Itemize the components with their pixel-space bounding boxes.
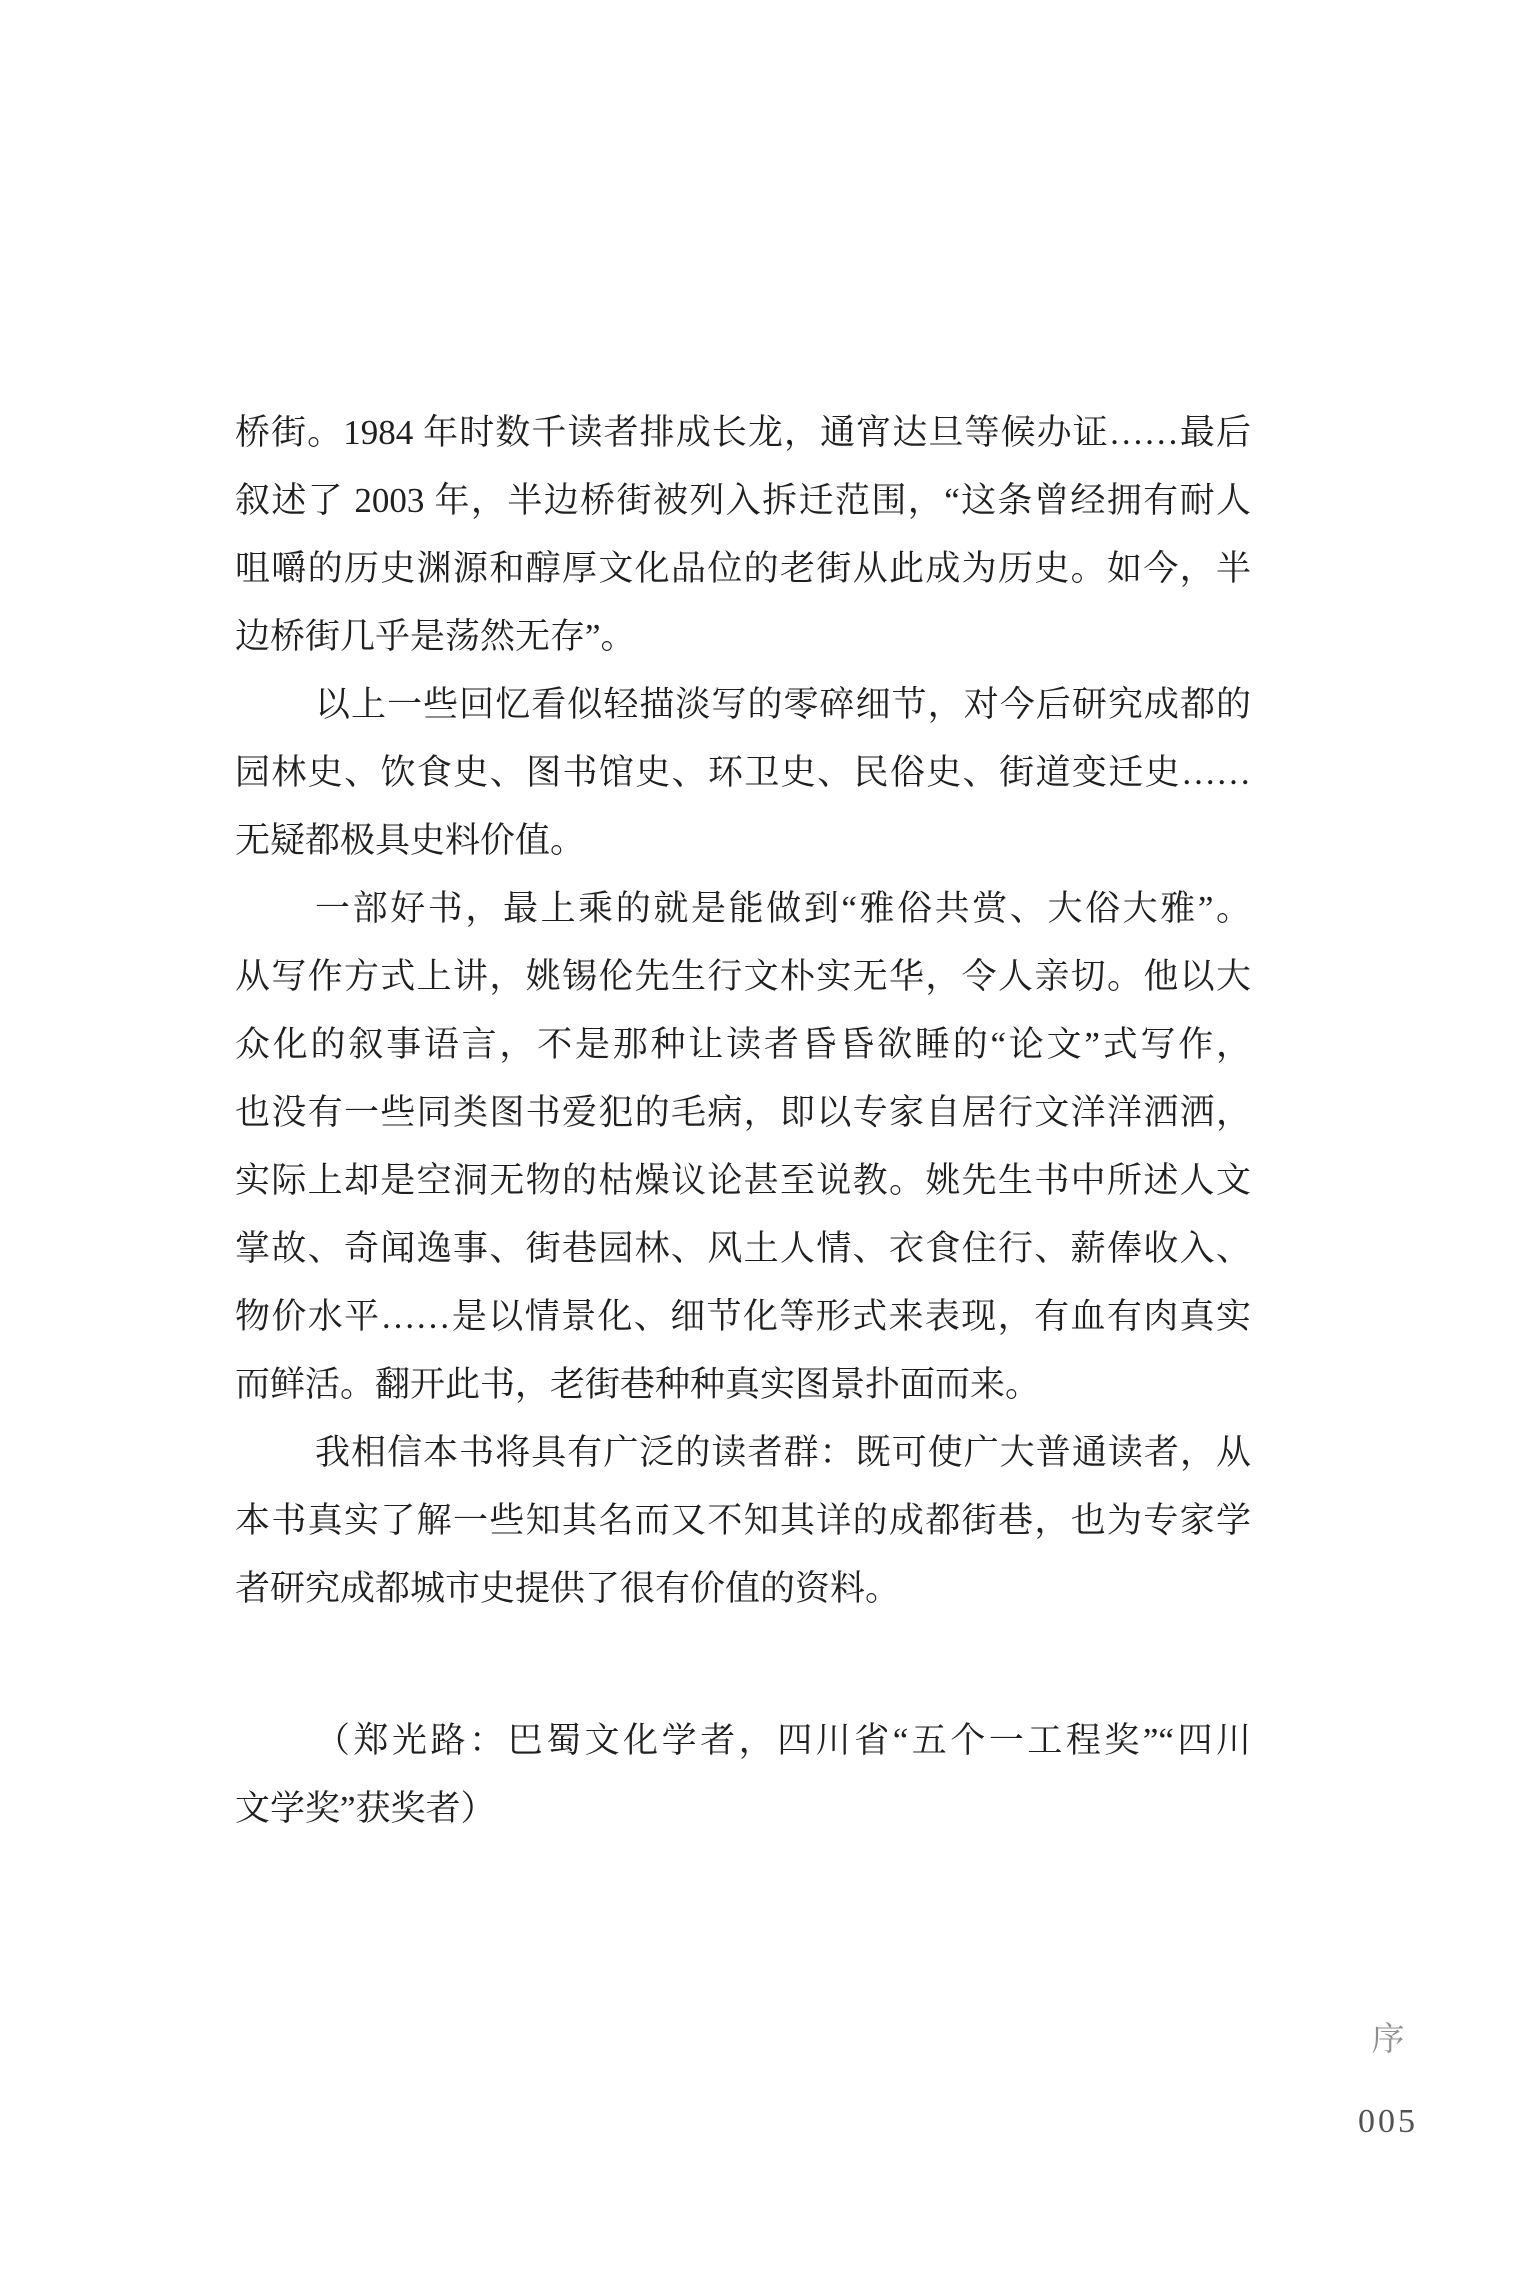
text-line: 边桥街几乎是荡然无存”。: [235, 617, 636, 656]
footer-page-number: 005: [1358, 2103, 1418, 2140]
text-line: 园林史、饮食史、图书馆史、环卫史、民俗史、街道变迁史……: [235, 753, 1251, 792]
preface-text-block: [235, 399, 1251, 1843]
text-line: 者研究成都城市史提供了很有价值的资料。: [235, 1569, 901, 1608]
text-line: 掌故、奇闻逸事、街巷园林、风土人情、衣食住行、薪俸收入、: [235, 1229, 1251, 1268]
text-line: 物价水平……是以情景化、细节化等形式来表现，有血有肉真实: [235, 1297, 1251, 1336]
text-line: （郑光路：巴蜀文化学者，四川省“五个一工程奖”“四川: [315, 1721, 1251, 1760]
text-line: 而鲜活。翻开此书，老街巷种种真实图景扑面而来。: [235, 1365, 1041, 1404]
text-line: 也没有一些同类图书爱犯的毛病，即以专家自居行文洋洋洒洒，: [235, 1093, 1251, 1132]
text-line: 实际上却是空洞无物的枯燥议论甚至说教。姚先生书中所述人文: [235, 1161, 1251, 1200]
text-line: 一部好书，最上乘的就是能做到“雅俗共赏、大俗大雅”。: [315, 889, 1251, 928]
text-line: 本书真实了解一些知其名而又不知其详的成都街巷，也为专家学: [235, 1501, 1251, 1540]
text-line: 无疑都极具史料价值。: [235, 821, 586, 860]
footer-section-label: 序: [1371, 2022, 1405, 2058]
text-line: 桥街。1984 年时数千读者排成长龙，通宵达旦等候办证……最后: [235, 413, 1251, 452]
text-line: 众化的叙事语言，不是那种让读者昏昏欲睡的“论文”式写作，: [235, 1025, 1251, 1064]
text-line: 以上一些回忆看似轻描淡写的零碎细节，对今后研究成都的: [315, 685, 1251, 724]
text-line: 我相信本书将具有广泛的读者群：既可使广大普通读者，从: [315, 1433, 1251, 1472]
text-line: 文学奖”获奖者）: [235, 1789, 496, 1828]
text-line: 叙述了 2003 年，半边桥街被列入拆迁范围，“这条曾经拥有耐人: [235, 481, 1251, 520]
text-line: 咀嚼的历史渊源和醇厚文化品位的老街从此成为历史。如今，半: [235, 549, 1251, 588]
text-line: 从写作方式上讲，姚锡伦先生行文朴实无华，令人亲切。他以大: [235, 957, 1251, 996]
